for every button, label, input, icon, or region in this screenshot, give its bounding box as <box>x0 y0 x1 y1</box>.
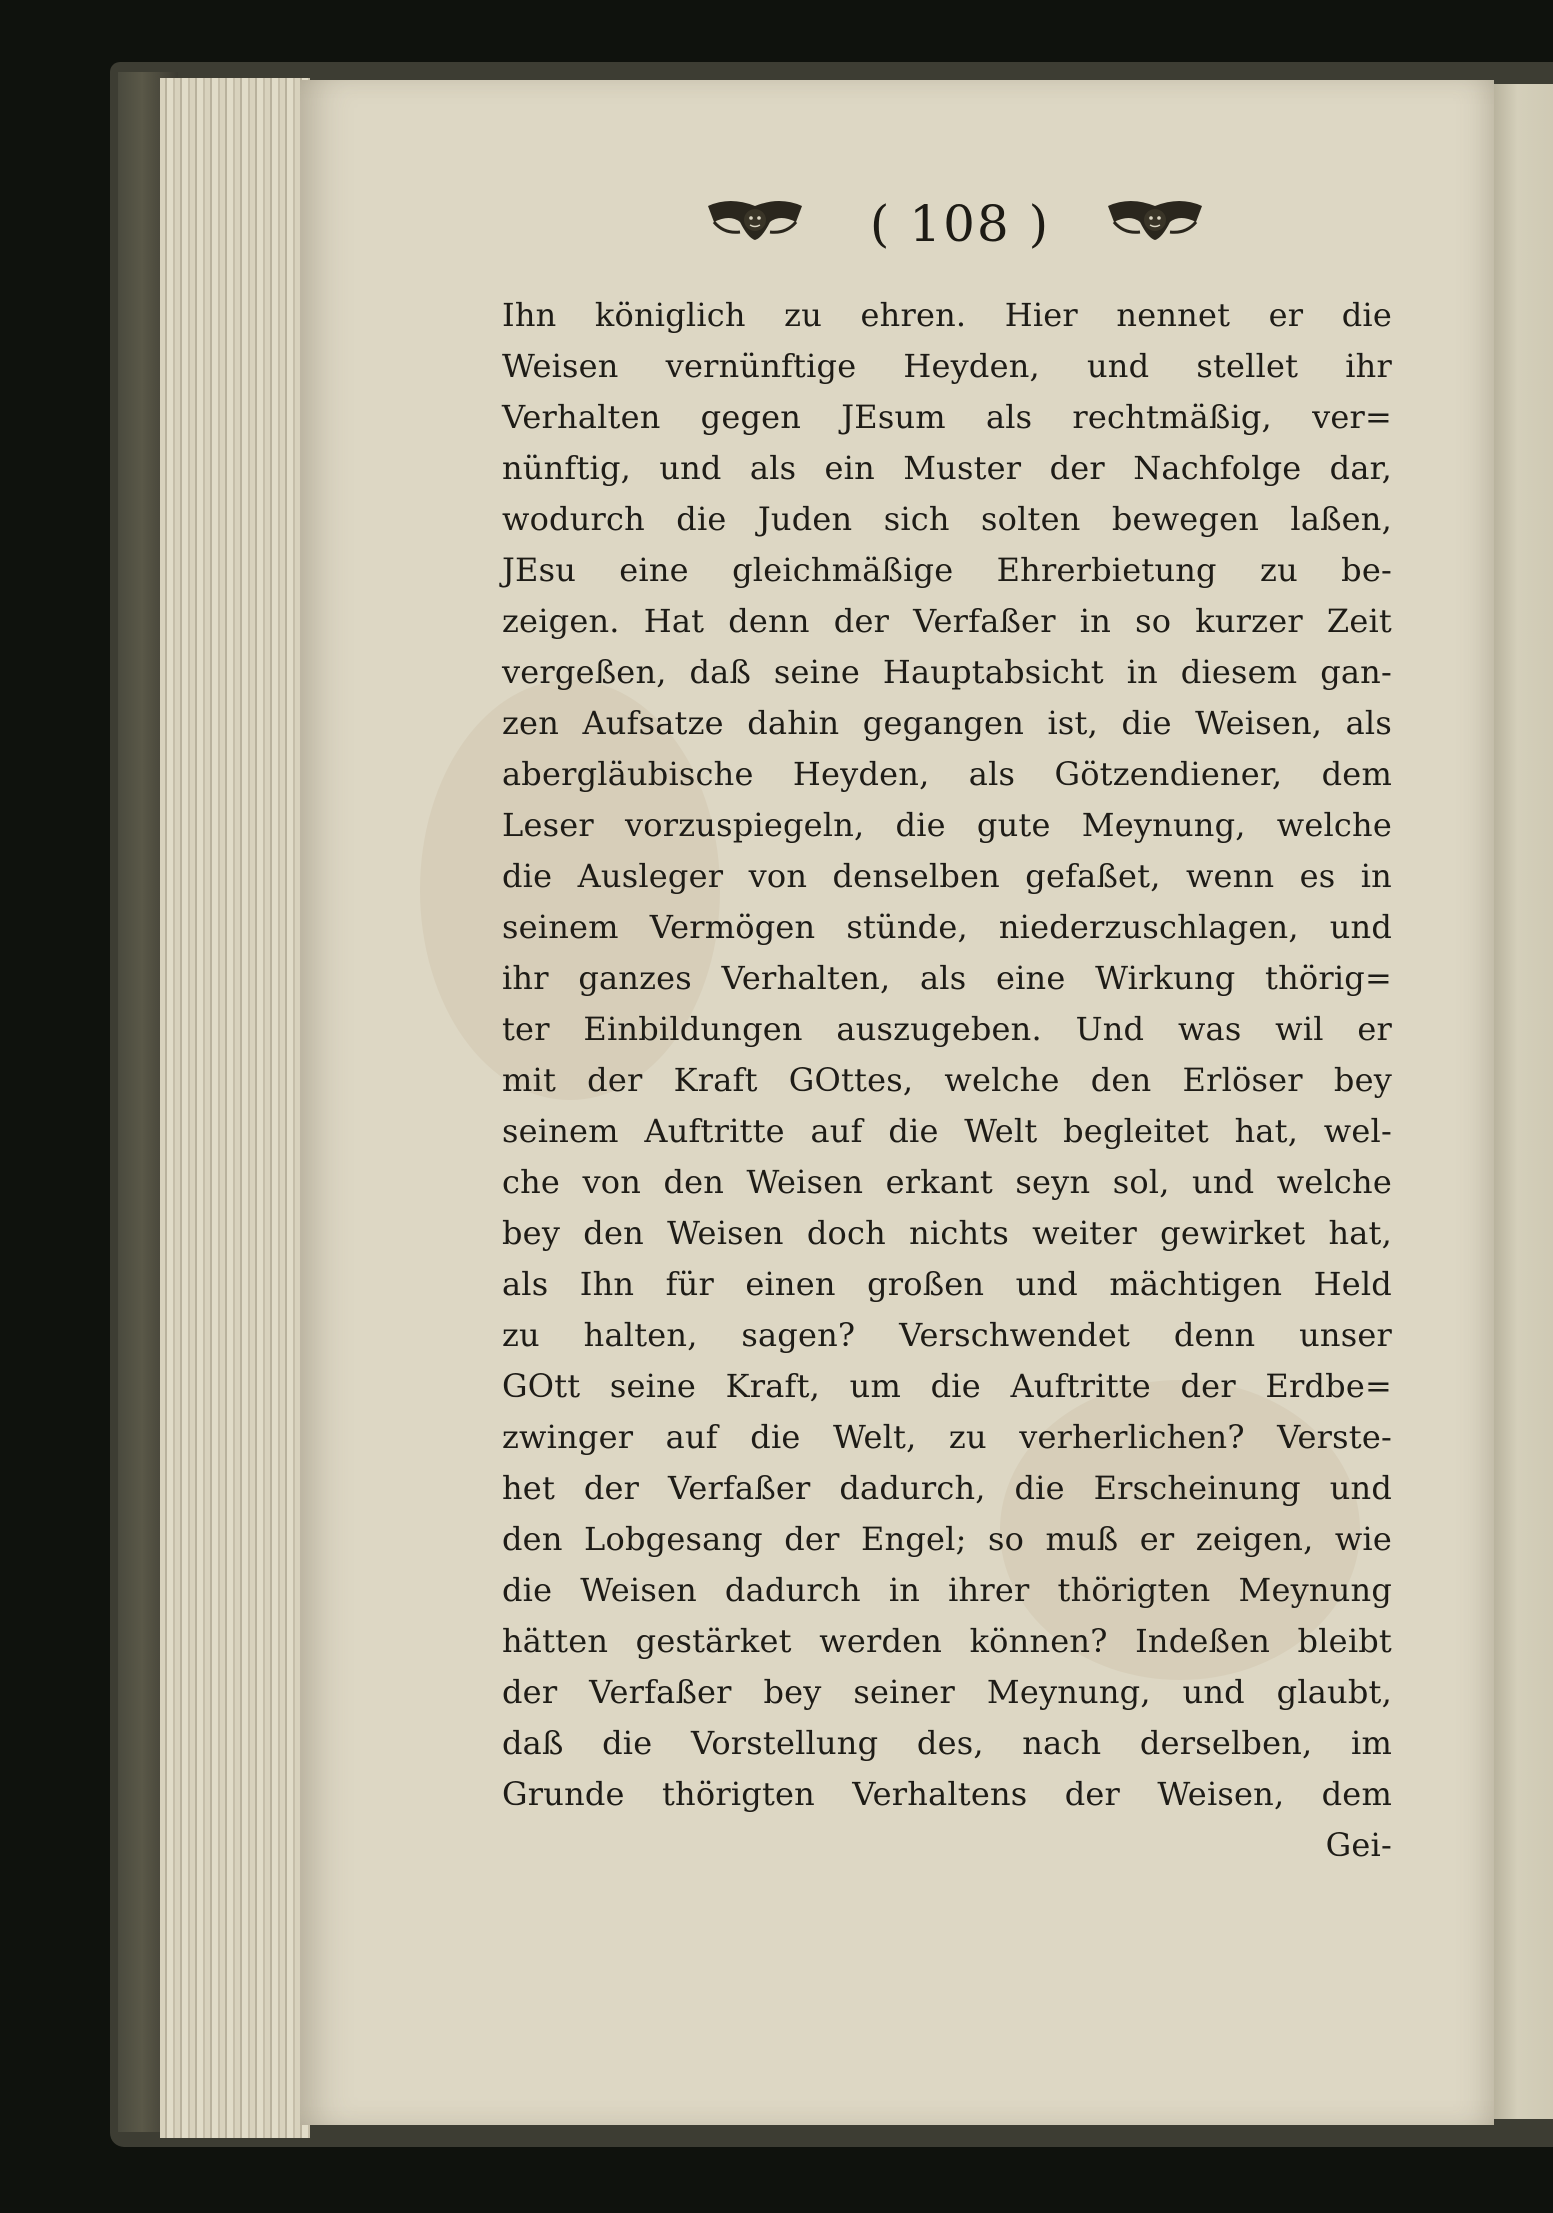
text-line: Grunde thörigten Verhaltens der Weisen, dem <box>502 1775 1392 1813</box>
text-line: GOtt seine Kraft, um die Auftritte der Erdbe= <box>502 1367 1392 1405</box>
text-line: vergeßen, daß seine Hauptabsicht in diesem gan- <box>502 653 1392 691</box>
text-line: der Verfaßer bey seiner Meynung, und glaubt, <box>502 1673 1392 1711</box>
text-line: ter Einbildungen auszugeben. Und was wil er <box>502 1010 1392 1048</box>
page-header <box>300 178 1494 268</box>
text-line: Ihn königlich zu ehren. Hier nennet er die <box>502 296 1392 334</box>
text-line: Leser vorzuspiegeln, die gute Meynung, welche <box>502 806 1392 844</box>
catchword: Gei- <box>1325 1826 1392 1864</box>
text-line: zu halten, sagen? Verschwendet denn unser <box>502 1316 1392 1354</box>
text-line: die Ausleger von denselben gefaßet, wenn es in <box>502 857 1392 895</box>
cherub-ornament-icon <box>1100 192 1210 250</box>
text-line: seinem Vermögen stünde, niederzuschlagen, und <box>502 908 1392 946</box>
text-line: che von den Weisen erkant seyn sol, und welche <box>502 1163 1392 1201</box>
facing-page-edge <box>1494 84 1553 2119</box>
text-line: het der Verfaßer dadurch, die Erscheinung und <box>502 1469 1392 1507</box>
text-line: den Lobgesang der Engel; so muß er zeigen, wie <box>502 1520 1392 1558</box>
text-line: ihr ganzes Verhalten, als eine Wirkung thörig= <box>502 959 1392 997</box>
text-line: zwinger auf die Welt, zu verherlichen? Verste- <box>502 1418 1392 1456</box>
text-line: seinem Auftritte auf die Welt begleitet hat, wel- <box>502 1112 1392 1150</box>
stacked-page-edges <box>160 78 310 2138</box>
page-number: ( 108 ) <box>869 195 1051 253</box>
body-text <box>502 290 1392 1864</box>
text-line: daß die Vorstellung des, nach derselben, im <box>502 1724 1392 1762</box>
text-line: zen Aufsatze dahin gegangen ist, die Weisen, als <box>502 704 1392 742</box>
text-line: Weisen vernünftige Heyden, und stellet ihr <box>502 347 1392 385</box>
text-line: zeigen. Hat denn der Verfaßer in so kurzer Zeit <box>502 602 1392 640</box>
text-line: JEsu eine gleichmäßige Ehrerbietung zu be- <box>502 551 1392 589</box>
text-line: mit der Kraft GOttes, welche den Erlöser bey <box>502 1061 1392 1099</box>
page-header-row <box>700 192 1180 262</box>
text-line: Verhalten gegen JEsum als rechtmäßig, ver= <box>502 398 1392 436</box>
cherub-ornament-icon <box>700 192 810 250</box>
text-line: als Ihn für einen großen und mächtigen Held <box>502 1265 1392 1303</box>
text-line: abergläubische Heyden, als Götzendiener, dem <box>502 755 1392 793</box>
text-line: die Weisen dadurch in ihrer thörigten Meynung <box>502 1571 1392 1609</box>
text-line: nünftig, und als ein Muster der Nachfolge dar, <box>502 449 1392 487</box>
text-line: hätten gestärket werden können? Indeßen bleibt <box>502 1622 1392 1660</box>
text-line: wodurch die Juden sich solten bewegen laßen, <box>502 500 1392 538</box>
text-line: bey den Weisen doch nichts weiter gewirket hat, <box>502 1214 1392 1252</box>
